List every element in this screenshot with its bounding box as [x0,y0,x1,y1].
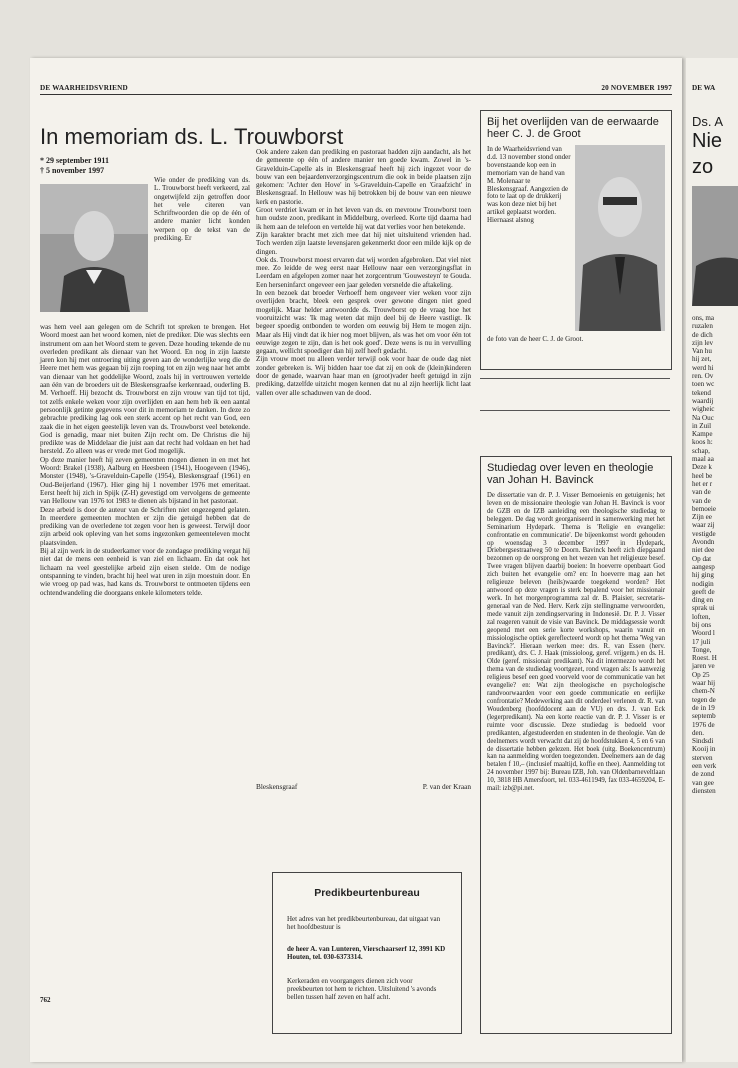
adjacent-line: diensten [692,786,716,795]
article-col2 [256,148,471,397]
paragraph: Op deze manier heeft hij zeven gemeenten mogen dienen in en met het Woord: Brakel (1938), Aalburg en Heesbeen (1941), Hoogeveen (1946), Monster (1948), 's-Gravelduin-Capelle (1954), Bleskensgraaf (1961) en Oud-Beijerland (1967). Hier ging hij 1 november 1976 met emeritaat. Eerst heeft hij zich in Spijk (Z-H) gevestigd om vervolgens de gemeente van Hellouw van 1976 tot 1983 te dienen als bijstand in het pastoraat. [40,455,250,506]
adjacent-line: den. [692,728,705,737]
adjacent-line: waar hij [692,679,716,688]
adjacent-line: de zond [692,770,715,779]
adjacent-page [686,58,738,1062]
adjacent-line: schap, [692,446,710,455]
box-title: Bij het overlijden van de eerwaarde heer C. J. de Groot [487,116,659,140]
box-text: Kerkeraden en voorgangers dienen zich voor preekbeurten tot hem te richten. Uitsluitend 's avonds bellen tussen half zeven en half acht. [287,977,437,1001]
adjacent-line: tekend [692,388,711,397]
paragraph: Groot verdriet kwam er in het leven van ds. en mevrouw Trouwborst toen hun oudste zoon, predikant in Middelburg, overleed. Korte tijd daarna had ik hem aan de telefoon en vertelde hij wat dat verlies voor hen betekende. [256,206,471,231]
adjacent-line: Roest. H [692,654,717,663]
article-col1 [40,323,250,597]
adjacent-line: ons, ma [692,314,715,322]
adjacent-line: sterven [692,753,713,762]
paragraph: Deze arbeid is door de auteur van de Schriften niet ongezegend gelaten. In meerdere gemeenten mochten er zijn die getuigd hebben dat de prediking van de overledene tot zegen voor hen is geweest. Terwijl door zijn arbeid ook opleving van het soms ingezonken gemeenteleven mocht plaatsvinden. [40,505,250,547]
adjacent-line: bij ons [692,620,712,629]
portrait-de-groot [575,145,665,331]
adjacent-column [692,314,717,795]
box-text: De dissertatie van dr. P. J. Visser Bemoeienis en getuigenis; het leven en de missionaire theologie van Johan H. Bavinck is voor de GZB en de IZB aanleiding een theologische studiedag te beleggen. De dag wordt georganiseerd in samenwerking met het Seminarium Hydepark. Thema is 'Religie en evangelie: confrontatie en communicatie'. De bijeenkomst wordt gehouden op woensdag 3 december 1997 in Hydepark, Driebergsestraatweg 50 te Doorn. Bavinck heeft zich diepgaand bezonnen op de oorsprong en het wezen van het religieuze besef. Twee vragen blijven daarbij boeien: In hoeverre openbaart God zich buiten het evangelie om? en: In hoeverre mag aan het religieuze beleven (heils)waarde toegekend worden? Het antwoord op deze vragen is sterk bepalend voor het missionair werk. In het morgenprogramma zal dr. B. Plaisier, secretaris-generaal van de Ned. Herv. Kerk zijn stellingname verwoorden, mede vanuit zijn zendingservaring in Indonesië. Dr. P. J. Visser zal reageren vanuit de visie van Bavinck. De middagsessie wordt geopend met een serie korte workshops, waarin vanuit en missiologische optiek gereflecteerd wordt op het thema 'Weg van Bavinck?'. Hieraan werken mee: drs. R. van Essen (herv. predikant), drs. C. J. Haak (missioloog, geref. vrijgem.) en ds. H. Olde (geref. missionair predikant). Na dit intermezzo wordt het thema van de studiedag voortgezet, rond vragen als: Is aanwezig religieus besef een goed voorveld voor de communicatie van het evangelie? en: Wat zijn theologische en psychologische randvoorwaarden voor een goede communicatie en eerlijke confrontatie? Medewerking aan dit onderdeel verlenen dr. R. van Woudenberg (hoofddocent aan de VU) en drs. J. van Eck (legerpredikant). Na een korte reactie van dr. P. J. Visser is er ruimte voor discussie. Deze studiedag is bedoeld voor predikanten, afgestudeerden en studenten in de theologie. Van de deelnemers wordt verwacht dat zij de hoofdstukken 4, 5 en 6 van de dissertatie hebben gelezen. Het boek (uitg. Boekencentrum) kan na aanmelding worden toegezonden. Deelnemers aan de dag betalen f 10,– (inclusief maaltijd, koffie en thee). Aanmelding tot 24 november 1997 bij: Bureau IZB, Joh. van Oldenbarneveltlaan 10, 3818 HB Amersfoort, tel. 033-4611949, fax 033-4659204, E-mail: izb@pi.net. [487,492,665,793]
adjacent-line: waar zij [692,521,715,530]
adjacent-line: van gee [692,778,714,787]
adjacent-line: Tonge, [692,645,712,654]
adjacent-line: tegen de [692,695,716,704]
signature [256,782,471,791]
box-title: Predikbeurtenbureau [314,887,420,899]
adjacent-title-2: Nie [692,130,723,152]
adjacent-line: in Zuil [692,421,712,430]
life-dates [40,156,109,175]
adjacent-line: wigheic [692,405,715,414]
divider [480,378,670,379]
adjacent-line: hij zet, [692,355,712,364]
adjacent-line: Op 25 [692,670,710,679]
adjacent-line: jaren ve [692,662,715,671]
box-address: de heer A. van Lunteren, Vierschaarserf 12, 3991 KD Houten, tel. 030-6373314. [287,945,446,961]
adjacent-line: werd hi [692,363,714,372]
paragraph: Zijn karakter bracht met zich mee dat hij niet uitsluitend vrienden had. Toch werden zijn laatste levensjaren gekenmerkt door een milde kijk op de dingen. [256,230,471,256]
box-title: Studiedag over leven en theologie van Johan H. Bavinck [487,462,654,486]
adjacent-line: toen wc [692,380,715,389]
adjacent-line: geeft de [692,587,715,596]
adjacent-line: aangesp [692,562,715,571]
paragraph: Ook ds. Trouwborst moest ervaren dat wij worden afgebroken. Dat viel niet mee. Zo leidde de weg eerst naar Hellouw naar een verzorgingsflat in Leerdam en afgelopen zomer naar het zorgcentrum 'Gouwesteyn' te Gouda. Een herseninfarct ongeveer een jaar geleden versnelde die aftakeling. [256,255,471,289]
intro-paragraph: Wie onder de prediking van ds. L. Trouwborst heeft verkeerd, zal ongetwijfeld zijn getroffen door het vele citeren van Schriftwoorden die op de één of andere manier licht konden werpen op de tekst van de prediking. Er [154,176,250,243]
adjacent-line: Kampe [692,430,713,439]
adjacent-line: ding en [692,596,714,605]
adjacent-title-1: Ds. A [692,114,724,129]
box-text: Het adres van het predikbeurtenbureau, dat uitgaat van het hoofdbestuur is [287,915,441,931]
birth-date: * 29 september 1911 [40,156,109,165]
adjacent-line: Kooij in [692,745,716,754]
signature-author: P. van der Kraan [422,782,471,791]
adjacent-line: waardij [692,396,714,405]
adjacent-line: niet dee [692,546,715,555]
paragraph: Ook andere zaken dan prediking en pastoraat hadden zijn aandacht, als het de gemeente op één of andere manier ten goede kwam. Zowel in 's-Gravelduin-Capelle als in Bleskensgraaf heeft hij zich ingezet voor de bouw van een bejaardenverzorgingscentrum die ook in beide plaatsen zijn gekomen: 'Achter den Hove' in 's-Gravelduin-Capelle en 'Graafzicht' in Bleskensgraaf. In Hellouw was hij betrokken bij de bouw van een nieuwe kerk en pastorie. [256,148,471,206]
adjacent-line: van de [692,496,711,505]
adjacent-line: hij ging [692,571,714,580]
adjacent-line: heel be [692,471,713,480]
adjacent-header: DE WA [692,84,716,92]
adjacent-line: Sindsdi [692,737,714,746]
adjacent-line: Deze k [692,463,712,472]
box-text: In de Waarheidsvriend van d.d. 13 november stond onder bovenstaande kop een in memoriam van de hand van M. Molenaar te Bleskensgraaf. Aangezien de foto te laat op de drukkerij was kon deze niet bij het artikel geplaatst worden. Hiernaast alsnog [487,145,571,225]
adjacent-line: Op dat [692,554,712,563]
adjacent-line: loften, [692,612,711,621]
adjacent-line: ren. Ov [692,372,714,381]
newspaper-page [30,58,682,1062]
adjacent-line: Van hu [692,347,712,356]
publication-name: DE WAARHEIDSVRIEND [40,84,128,92]
adjacent-line: Na Ouc [692,413,714,422]
signature-place: Bleskensgraaf [256,782,298,791]
paragraph: Bij al zijn werk in de studeerkamer voor de zondagse prediking vergat hij niet dat de mens een eenheid is van ziel en lichaam. En dat ook het lichaam na veel geestelijke arbeid zijn eisen stelde. Om de nodige ontspanning te vinden, bracht hij heel wat uren in zijn moestuin door. En wie vroeg op pad was, had kans ds. Trouwborst te ontmoeten tijdens een ochtendwandeling die doorgaans enkele kilometers telde. [40,547,250,597]
adjacent-line: Woord l [692,629,715,638]
adjacent-line: Zijn ee [692,513,712,522]
page-number: 762 [40,996,51,1004]
adjacent-line: de in 19 [692,703,715,712]
issue-date: 20 NOVEMBER 1997 [601,84,672,92]
photo-caption: de foto van de heer C. J. de Groot. [487,335,584,343]
adjacent-photo [692,186,738,306]
paragraph: Zijn vrouw moet nu alleen verder terwijl ook voor haar de oude dag niet zonder gebreken is. Wij bidden haar toe dat zij en ook de (klein)kinderen door de genade, waarvan haar man en (groot)vader heeft getuigd in zijn prediking, datzelfde uitzicht mogen kennen dat nu al zijn heerlijk licht laat vallen over alle schaduwen van de dood. [256,355,471,397]
adjacent-line: van de [692,488,711,497]
adjacent-line: Avondn [692,538,715,547]
adjacent-line: ruzalen [692,322,713,331]
paragraph: In een bezoek dat broeder Verhoeff hem ongeveer vier weken voor zijn overlijden bracht, bleek een gesprek over gewone dingen niet goed mogelijk. Maar helder antwoordde ds. Trouwborst op de vraag hoe het vooruitzicht was: 'Ik mag weten dat mijn deel bij de Heere vastligt. Ik begeer spoedig ontbonden te worden om eeuwig bij Hem te mogen zijn. Maar als Hij vindt dat ik hier nog moet blijven, als was het om voor één tot eeuwige zegen te zijn, dan is het ook goed'. Deze wens is nu in vervulling gegaan, wellicht spoediger dan hij zelf heeft gedacht. [256,289,471,356]
adjacent-line: chem-N [692,687,715,696]
adjacent-line: 17 juli [692,637,711,646]
page-header [40,84,672,92]
adjacent-line: het er r [692,479,713,488]
predikbeurtenbureau-box [272,872,462,1034]
header-rule [40,94,672,95]
adjacent-line: de dich [692,330,713,339]
studiedag-box [480,456,672,1034]
adjacent-line: septemb [692,712,716,721]
adjacent-line: maal aa [692,455,714,464]
adjacent-line: een verk [692,762,717,771]
adjacent-line: sprak ui [692,604,715,613]
divider [480,410,670,411]
article-title: In memoriam ds. L. Trouwborst [40,124,344,149]
adjacent-line: zijn lev [692,338,714,347]
adjacent-line: bemoeie [692,504,717,513]
death-date: † 5 november 1997 [40,165,105,175]
portrait-trouwborst [40,184,148,312]
adjacent-line: koos h: [692,438,713,447]
adjacent-line: vestigde [692,529,716,538]
article-col1-intro [154,176,250,242]
de-groot-photo-box [480,110,672,370]
adjacent-line: 1976 de [692,720,715,729]
adjacent-title-3: zo [692,156,714,178]
paragraph: was hem veel aan gelegen om de Schrift tot spreken te brengen. Het Woord moest aan het woord komen, niet de prediker. Die was slechts een instrument om aan het Woord stem te geven. Deze houding tekende de nu overleden predikant als dienaar van het Woord. En nog in zijn laatste jaren kon hij met ontroering uiting geven aan de wonderlijke weg die de Heere met hem was gegaan bij zijn roeping tot en zijn weg naar het ambt van dienaar van het goddelijke Woord, zoals hij in vertrouwen vertelde aan één van de broeders uit de Bleskensgraafse kerkenraad, ouderling B. M. Verhoeff. Hij bezocht ds. Trouwborst en zijn vrouw van tijd tot tijd, tot zelfs enkele weken voor zijn overlijden en aan hem heb ik een aantal persoonlijk getinte gegevens voor dit in memoriam te danken. In deze zo gebrachte prediking lag ook een sterk accent op het recht van God, een zaak die in het eigen geestelijk leven van ds. Trouwborst veel betekende. God is genadig, maar niet buiten Zijn recht om. De Christus die hij predikte was de Middelaar die juist aan dat recht had voldaan en het had hersteld. Zo alleen was er vrede met God mogelijk. [40,323,250,456]
adjacent-line: nodigin [692,579,714,588]
